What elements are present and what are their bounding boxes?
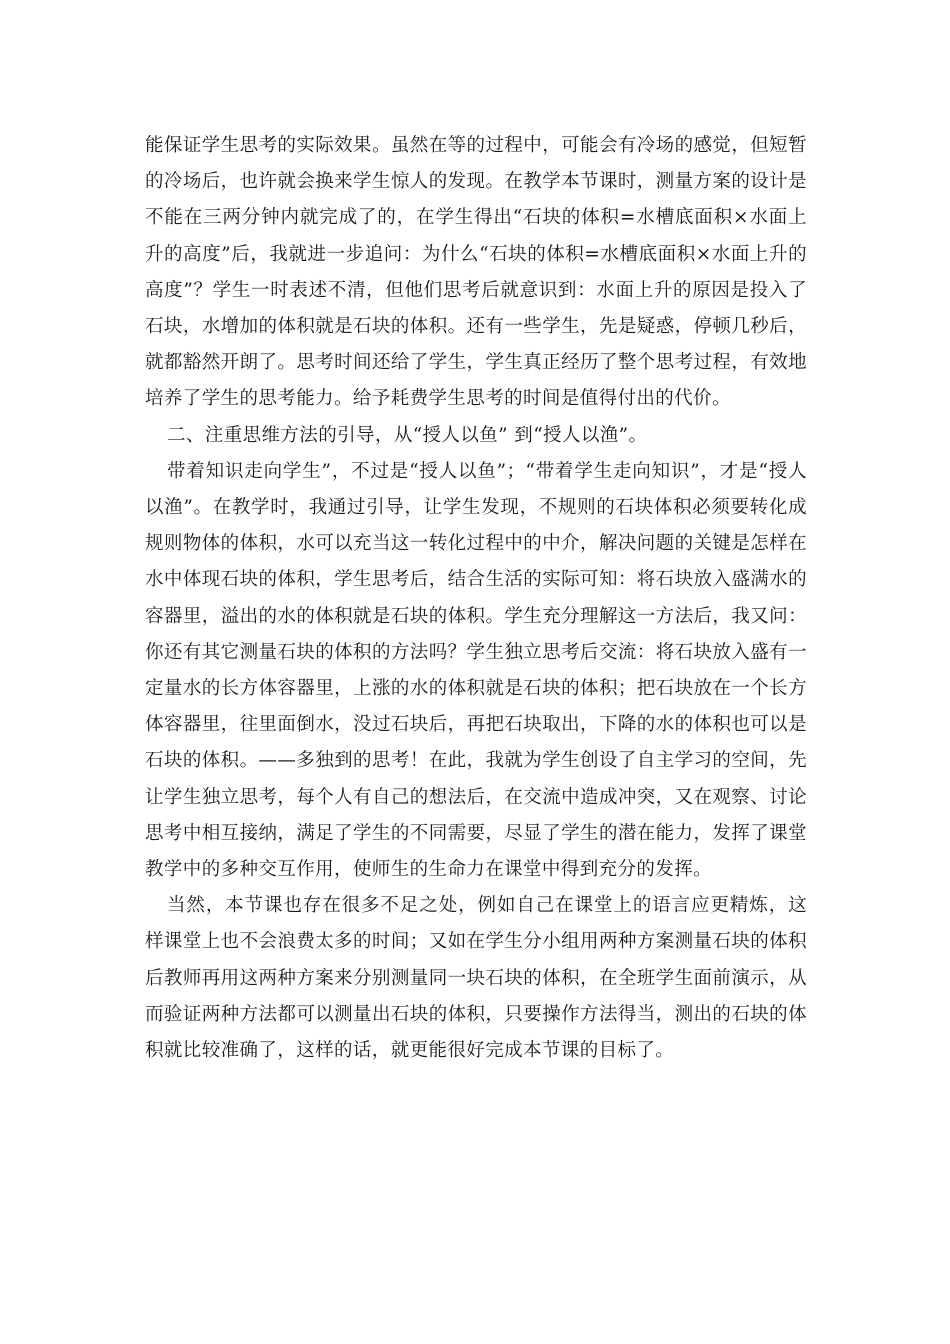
paragraph-body: 带着知识走向学生”，不过是“授人以鱼”；“带着学生走向知识”，才是“授人以渔”。在教学时，我通过引导，让学生发现，不规则的石块体积必须要转化成规则物体的体积，水可以充当这一转化过程中的中介，解决问题的关键是怎样在水中体现石块的体积，学生思考后，结合生活的实际可知：将石块放入盛满水的容器里，溢出的水的体积就是石块的体积。学生充分理解这一方法后，我又问：你还有其它测量石块的体积的方法吗？学生独立思考后交流：将石块放入盛有一定量水的长方体容器里，上涨的水的体积就是石块的体积；把石块放在一个长方体容器里，往里面倒水，没过石块后，再把石块取出，下降的水的体积也可以是石块的体积。——多独到的思考！在此，我就为学生创设了自主学习的空间，先让学生独立思考，每个人有自己的想法后，在交流中造成冲突，又在观察、讨论思考中相互接纳，满足了学生的不同需要，尽显了学生的潜在能力，发挥了课堂教学中的多种交互作用，使师生的生命力在课堂中得到充分的发挥。 — [145, 460, 807, 881]
paragraph-continuation: 能保证学生思考的实际效果。虽然在等的过程中，可能会有冷场的感觉，但短暂的冷场后，也许就会换来学生惊人的发现。在教学本节课时，测量方案的设计是不能在三两分钟内就完成了的，在学生得出“石块的体积=水槽底面积×水面上升的高度”后，我就进一步追问：为什么“石块的体积=水槽底面积×水面上升的高度”？学生一时表述不清，但他们思考后就意识到：水面上升的原因是投入了石块，水增加的体积就是石块的体积。还有一些学生，先是疑惑，停顿几秒后，就都豁然开朗了。思考时间还给了学生，学生真正经历了整个思考过程，有效地培养了学生的思考能力。给予耗费学生思考的时间是值得付出的代价。 — [145, 135, 807, 410]
section-heading: 二、注重思维方法的引导，从“授人以鱼” 到“授人以渔”。 — [167, 424, 648, 446]
document-body — [145, 128, 807, 1069]
paragraph-conclusion: 当然，本节课也存在很多不足之处，例如自己在课堂上的语言应更精炼，这样课堂上也不会浪费太多的时间；又如在学生分小组用两种方案测量石块的体积后教师再用这两种方案来分别测量同一块石块的体积，在全班学生面前演示，从而验证两种方法都可以测量出石块的体积，只要操作方法得当，测出的石块的体积就比较准确了，这样的话，就更能很好完成本节课的目标了。 — [145, 895, 807, 1062]
